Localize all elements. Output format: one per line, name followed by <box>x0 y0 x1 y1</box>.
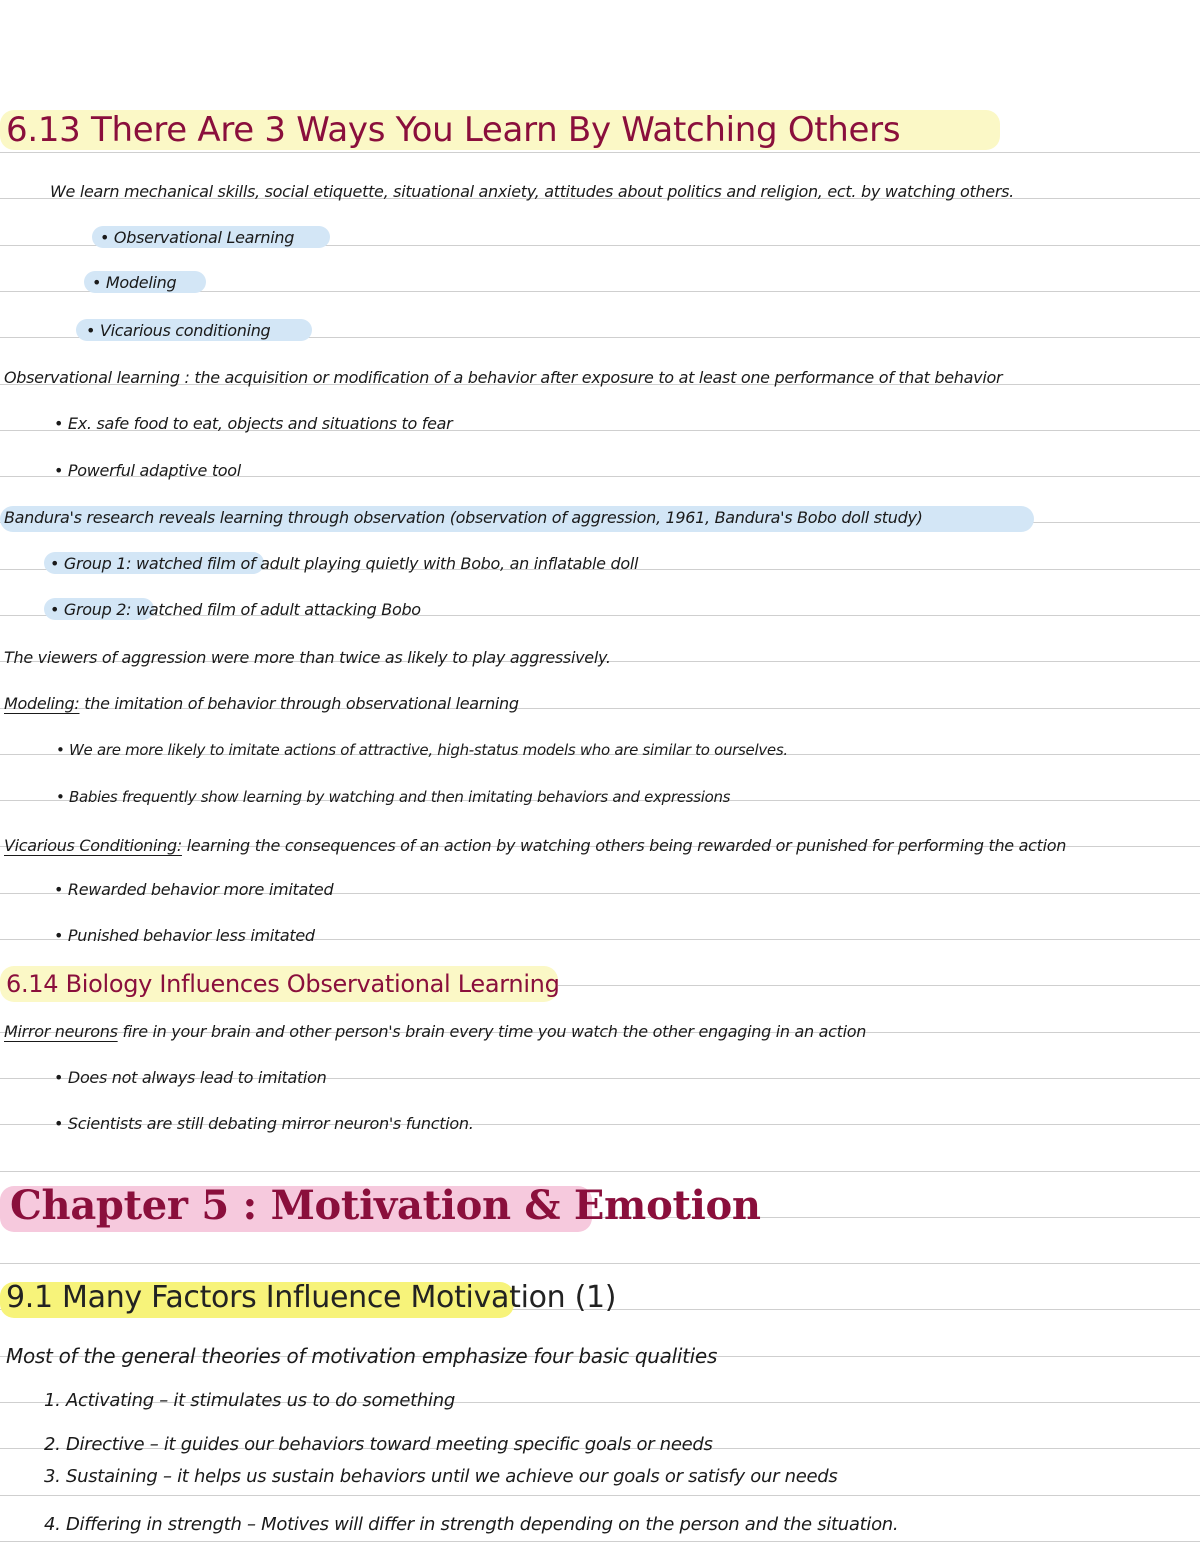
term: Mirror neurons <box>4 1022 118 1041</box>
list-item: • Does not always lead to imitation <box>54 1068 327 1087</box>
list-item: • Ex. safe food to eat, objects and situations to fear <box>54 414 453 433</box>
result-line: The viewers of aggression were more than twice as likely to play aggressively. <box>4 648 611 667</box>
research-line: Bandura's research reveals learning through observation (observation of aggression, 1961, Bandura's Bobo doll study) <box>4 508 923 527</box>
definition: fire in your brain and other person's brain every time you watch the other engaging in an action <box>122 1022 867 1041</box>
list-item: 2. Directive – it guides our behaviors toward meeting specific goals or needs <box>44 1434 713 1455</box>
section-intro: We learn mechanical skills, social etiquette, situational anxiety, attitudes about politics and religion, ect. by watching others. <box>50 182 1014 201</box>
list-item: • Scientists are still debating mirror neuron's function. <box>54 1114 474 1133</box>
rule-line <box>0 1171 1200 1172</box>
list-item: • Punished behavior less imitated <box>54 926 315 945</box>
list-item: • We are more likely to imitate actions of attractive, high-status models who are similar to ourselves. <box>56 741 788 759</box>
chapter-title: Chapter 5 : Motivation & Emotion <box>10 1182 761 1229</box>
list-item: • Modeling <box>92 273 177 292</box>
list-item: • Vicarious conditioning <box>86 321 271 340</box>
list-item: • Powerful adaptive tool <box>54 461 241 480</box>
definition: : the acquisition or modification of a behavior after exposure to at least one performance of that behavior <box>184 368 1003 387</box>
rule-line <box>0 1495 1200 1496</box>
definition: learning the consequences of an action by watching others being rewarded or punished for performing the action <box>186 836 1067 855</box>
list-item: • Group 1: watched film of adult playing quietly with Bobo, an inflatable doll <box>50 554 639 573</box>
section-title: 6.14 Biology Influences Observational Learning <box>6 970 560 998</box>
section-title: 6.13 There Are 3 Ways You Learn By Watching Others <box>6 110 901 150</box>
section-title: 9.1 Many Factors Influence Motivation (1) <box>6 1280 617 1315</box>
definition-line <box>4 694 519 713</box>
definition-line <box>4 368 1002 387</box>
term: Modeling: <box>4 694 80 713</box>
term: Observational learning <box>4 368 180 387</box>
definition-line <box>4 1022 866 1041</box>
list-item: • Rewarded behavior more imitated <box>54 880 334 899</box>
list-item: 4. Differing in strength – Motives will differ in strength depending on the person and the situation. <box>44 1514 899 1535</box>
list-item: • Observational Learning <box>100 228 295 247</box>
list-item: • Group 2: watched film of adult attacking Bobo <box>50 600 421 619</box>
list-item: 1. Activating – it stimulates us to do something <box>44 1390 455 1411</box>
term: Vicarious Conditioning: <box>4 836 182 855</box>
rule-line <box>0 1263 1200 1264</box>
rule-line <box>0 1541 1200 1542</box>
definition-line <box>4 836 1066 855</box>
section-intro: Most of the general theories of motivation emphasize four basic qualities <box>6 1344 718 1368</box>
list-item: 3. Sustaining – it helps us sustain behaviors until we achieve our goals or satisfy our needs <box>44 1466 838 1487</box>
rule-line <box>0 152 1200 153</box>
definition: the imitation of behavior through observational learning <box>84 694 519 713</box>
list-item: • Babies frequently show learning by watching and then imitating behaviors and expressions <box>56 788 731 806</box>
